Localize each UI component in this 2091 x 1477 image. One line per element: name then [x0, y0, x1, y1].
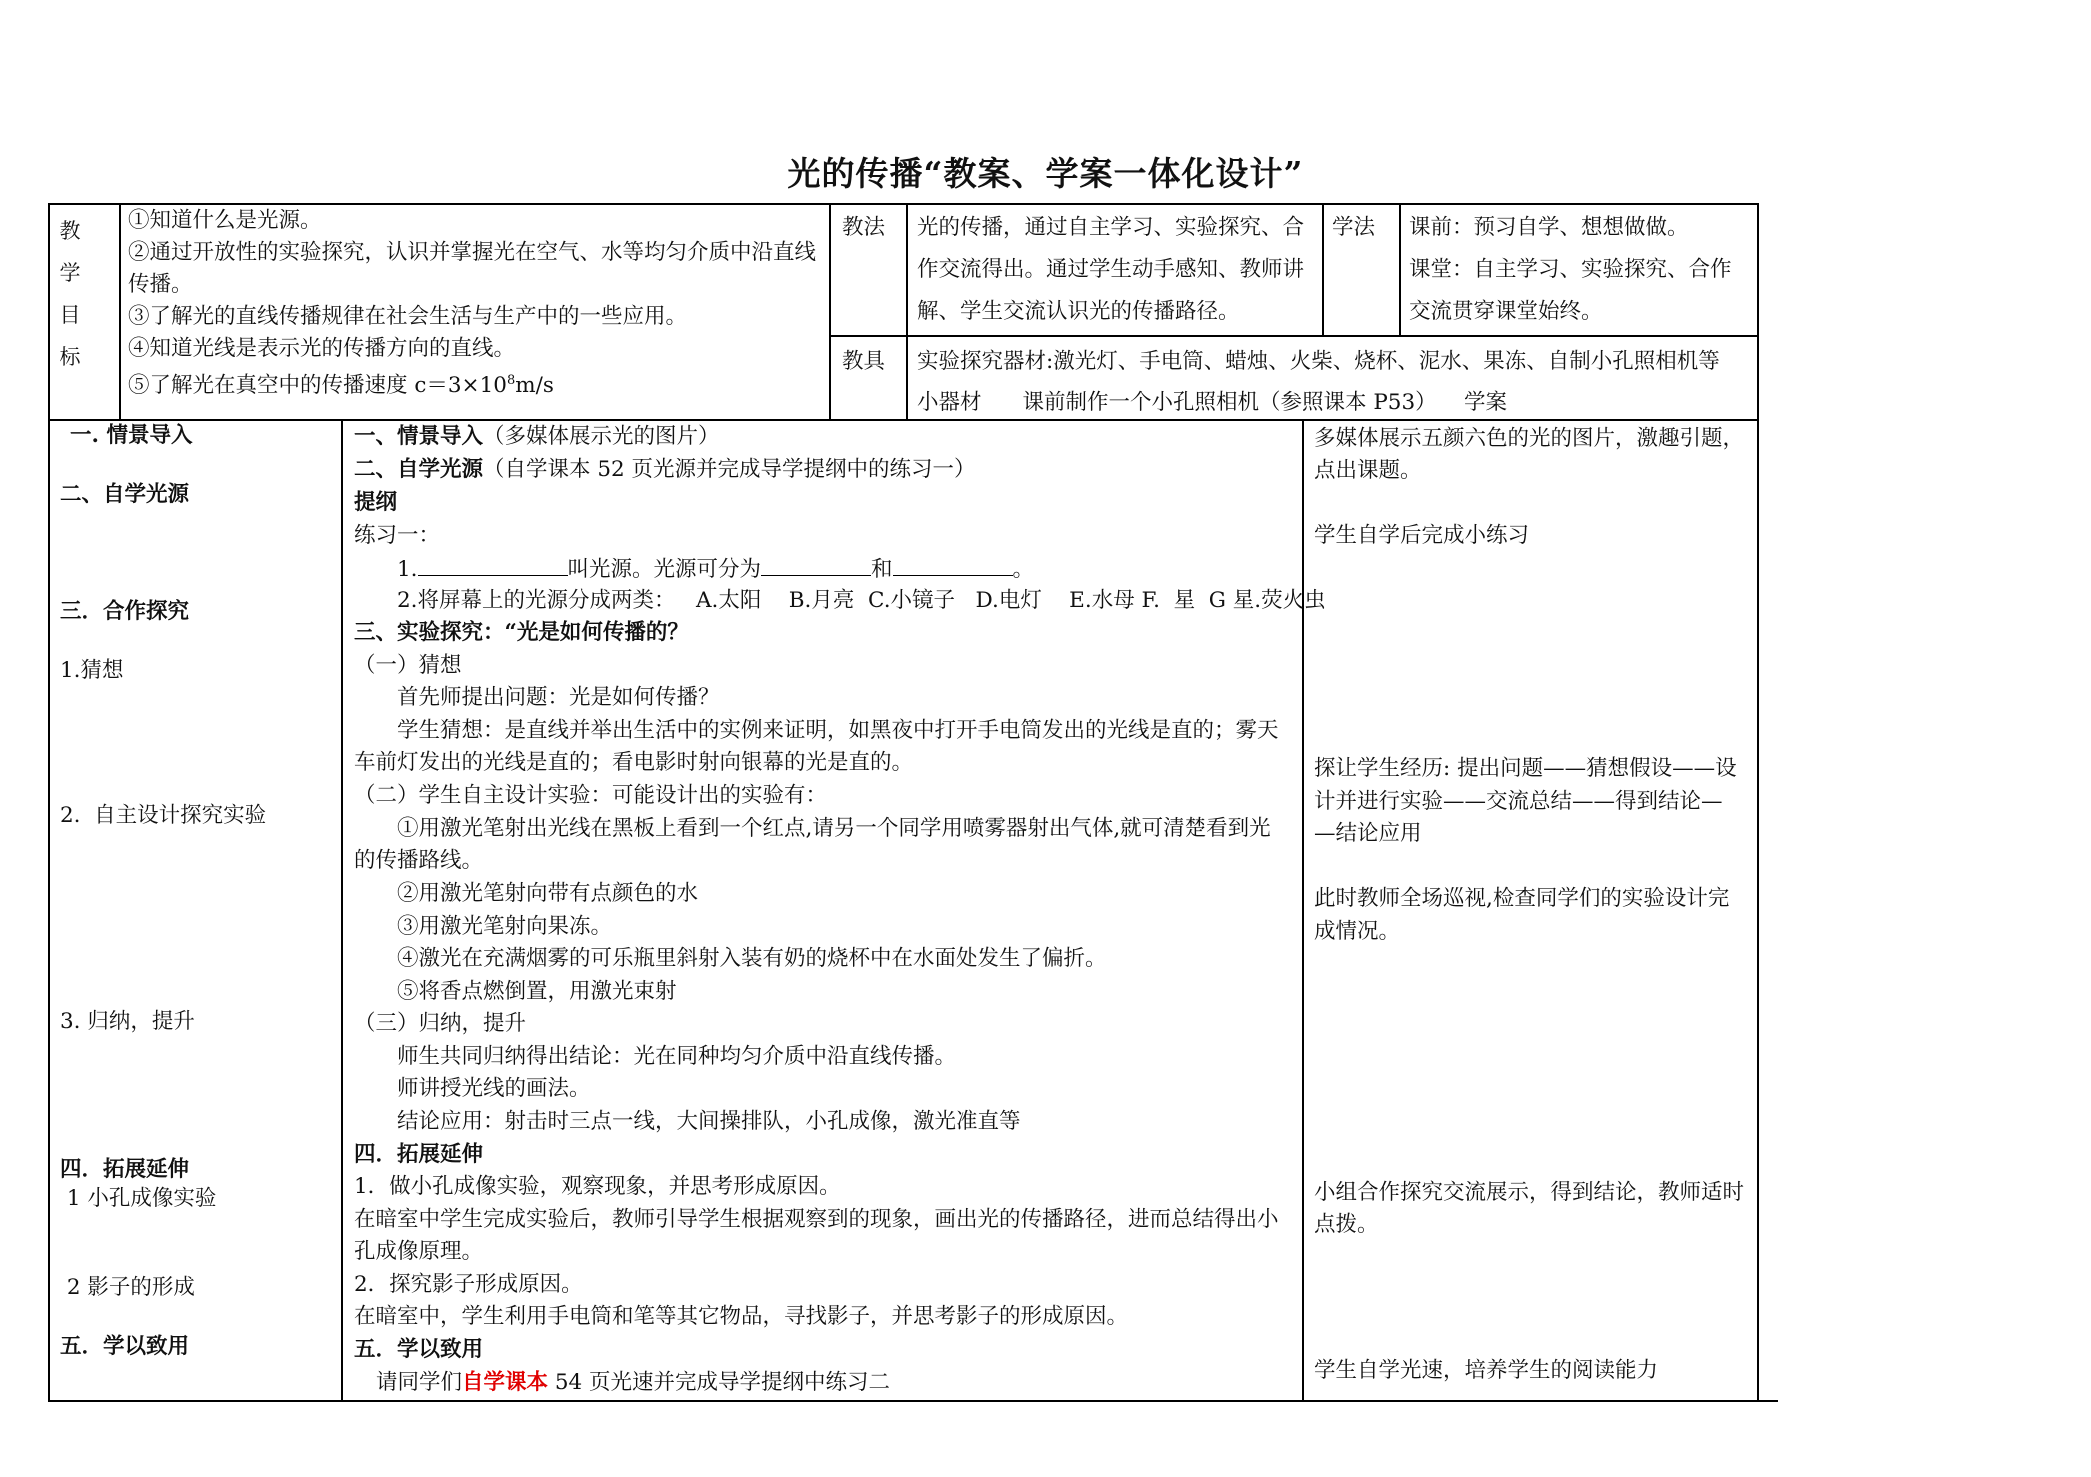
- section-heading: 三．合作探究: [60, 599, 190, 624]
- content-line: 2．探究影子形成原因。: [354, 1272, 583, 1297]
- exercise-text: 叫光源。光源可分为: [567, 557, 762, 582]
- exercise-fill-in: [397, 553, 1034, 586]
- heading-rest: （多媒体展示光的图片）: [483, 424, 720, 449]
- content-line: ④激光在充满烟雾的可乐瓶里斜射入装有奶的烧杯中在水面处发生了偏折。: [397, 946, 1107, 971]
- tools-label: 教具: [842, 349, 886, 374]
- note-line: 探让学生经历: 提出问题——猜想假设——设: [1314, 756, 1737, 781]
- content-line: 首先师提出问题：光是如何传播？: [397, 685, 720, 710]
- content-line: 孔成像原理。: [354, 1239, 484, 1264]
- content-line: （二）学生自主设计实验：可能设计出的实验有：: [354, 783, 828, 808]
- subsection: 2. 自主设计探究实验: [60, 803, 267, 828]
- content-line: 师生共同归纳得出结论：光在同种均匀介质中沿直线传播。: [397, 1044, 957, 1069]
- content-line: 师讲授光线的画法。: [397, 1076, 591, 1101]
- goal-item: ②通过开放性的实验探究，认识并掌握光在空气、水等均匀介质中沿直线: [128, 240, 817, 265]
- content-line: 提纲: [354, 490, 398, 515]
- content-line: 结论应用：射击时三点一线，大间操排队，小孔成像，激光准直等: [397, 1109, 1021, 1134]
- goal-speed-exponent: 8: [506, 373, 516, 388]
- goal-speed-unit: m/s: [515, 373, 554, 399]
- content-line: 三、实验探究：“光是如何传播的？: [354, 620, 689, 645]
- tools-line: 小器材 课前制作一个小孔照相机（参照课本 P53） 学案: [917, 390, 1508, 415]
- content-line: （三）归纳，提升: [354, 1011, 527, 1036]
- content-line: [354, 454, 976, 486]
- answer-blank[interactable]: [893, 553, 1013, 576]
- goal-item: 传播。: [128, 272, 193, 297]
- note-line: 此时教师全场巡视,检查同学们的实验设计完: [1314, 886, 1730, 911]
- answer-blank[interactable]: [418, 553, 568, 576]
- content-line: （一）猜想: [354, 653, 462, 678]
- content-line: ②用激光笔射向带有点颜色的水: [397, 881, 699, 906]
- note-line: 学生自学光速，培养学生的阅读能力: [1314, 1358, 1659, 1383]
- content-text: 请同学们: [376, 1370, 463, 1395]
- note-line: 多媒体展示五颜六色的光的图片，激趣引题，: [1314, 426, 1745, 451]
- content-line: 1．做小孔成像实验，观察现象，并思考形成原因。: [354, 1174, 841, 1199]
- study-line: 交流贯穿课堂始终。: [1409, 299, 1603, 324]
- content-line: 车前灯发出的光线是直的；看电影时射向银幕的光是直的。: [354, 750, 914, 775]
- answer-blank[interactable]: [761, 553, 871, 576]
- exercise-text: 和: [871, 557, 893, 582]
- subsection: 3. 归纳，提升: [60, 1009, 195, 1034]
- note-line: 点拨。: [1314, 1212, 1379, 1237]
- content-line: 在暗室中学生完成实验后，教师引导学生根据观察到的现象，画出光的传播路径，进而总结得出小: [354, 1207, 1279, 1232]
- content-line: [354, 421, 720, 453]
- study-line: 课前：预习自学、想想做做。: [1409, 215, 1689, 240]
- content-line: 的传播路线。: [354, 848, 484, 873]
- heading-bold: 一、情景导入: [354, 424, 484, 449]
- content-line: ①用激光笔射出光线在黑板上看到一个红点,请另一个同学用喷雾器射出气体,就可清楚看到光: [397, 816, 1271, 841]
- section-heading: 一. 情景导入: [70, 423, 193, 448]
- goal-item: ①知道什么是光源。: [128, 208, 322, 233]
- subsection: 2 影子的形成: [60, 1275, 195, 1300]
- content-line: ③用激光笔射向果冻。: [397, 914, 613, 939]
- goal-label-char: 目: [59, 303, 81, 327]
- goal-label: [55, 210, 85, 378]
- highlight-text: 自学课本: [462, 1370, 549, 1395]
- section-heading: 五．学以致用: [60, 1334, 190, 1359]
- content-line: 2.将屏幕上的光源分成两类： A.太阳 B.月亮 C.小镜子 D.电灯 E.水母 F. 星 G 星.荧火虫: [397, 588, 1326, 613]
- content-line: 学生猜想：是直线并举出生活中的实例来证明，如黑夜中打开手电筒发出的光线是直的；雾天: [397, 718, 1279, 743]
- content-line: 在暗室中，学生利用手电筒和笔等其它物品，寻找影子，并思考影子的形成原因。: [354, 1304, 1129, 1329]
- heading-bold: 二、自学光源: [354, 457, 484, 482]
- note-line: 学生自学后完成小练习: [1314, 523, 1530, 548]
- study-label: 学法: [1332, 215, 1376, 240]
- exercise-text: 。: [1012, 557, 1035, 582]
- content-line: 练习一：: [354, 523, 441, 548]
- method-line: 作交流得出。通过学生动手感知、教师讲: [917, 257, 1305, 282]
- subsection: 1.猜想: [60, 658, 124, 683]
- method-label: 教法: [842, 215, 886, 240]
- goal-speed-text: ⑤了解光在真空中的传播速度 c＝3×10: [128, 373, 507, 399]
- content-line: ⑤将香点燃倒置，用激光束射: [397, 979, 677, 1004]
- content-line: 四．拓展延伸: [354, 1142, 484, 1167]
- content-text: 54 页光速并完成导学提纲中练习二: [548, 1370, 891, 1395]
- method-line: 光的传播，通过自主学习、实验探究、合: [917, 215, 1305, 240]
- note-line: —结论应用: [1314, 821, 1422, 846]
- goal-label-char: 教: [59, 219, 81, 243]
- goal-label-char: 学: [59, 261, 81, 285]
- note-line: 点出课题。: [1314, 458, 1422, 483]
- content-line: [376, 1367, 890, 1399]
- heading-rest: （自学课本 52 页光源并完成导学提纲中的练习一）: [483, 457, 976, 482]
- goal-label-char: 标: [59, 345, 81, 369]
- study-line: 课堂：自主学习、实验探究、合作: [1409, 257, 1732, 282]
- tools-line: 实验探究器材:激光灯、手电筒、蜡烛、火柴、烧杯、泥水、果冻、自制小孔照相机等: [917, 349, 1720, 374]
- section-heading: 二、自学光源: [60, 482, 190, 507]
- content-line: 五．学以致用: [354, 1337, 484, 1362]
- exercise-number: 1.: [397, 557, 418, 582]
- note-line: 成情况。: [1314, 919, 1401, 944]
- goal-item: ③了解光的直线传播规律在社会生活与生产中的一些应用。: [128, 304, 688, 329]
- goal-item-speed: [128, 365, 554, 402]
- section-heading: 四．拓展延伸: [60, 1157, 190, 1182]
- goal-item: ④知道光线是表示光的传播方向的直线。: [128, 336, 516, 361]
- note-line: 小组合作探究交流展示，得到结论，教师适时: [1314, 1180, 1745, 1205]
- subsection: 1 小孔成像实验: [60, 1186, 217, 1211]
- method-line: 解、学生交流认识光的传播路径。: [917, 299, 1240, 324]
- note-line: 计并进行实验——交流总结——得到结论—: [1314, 789, 1723, 814]
- page-title: 光的传播“教案、学案一体化设计”: [787, 154, 1304, 193]
